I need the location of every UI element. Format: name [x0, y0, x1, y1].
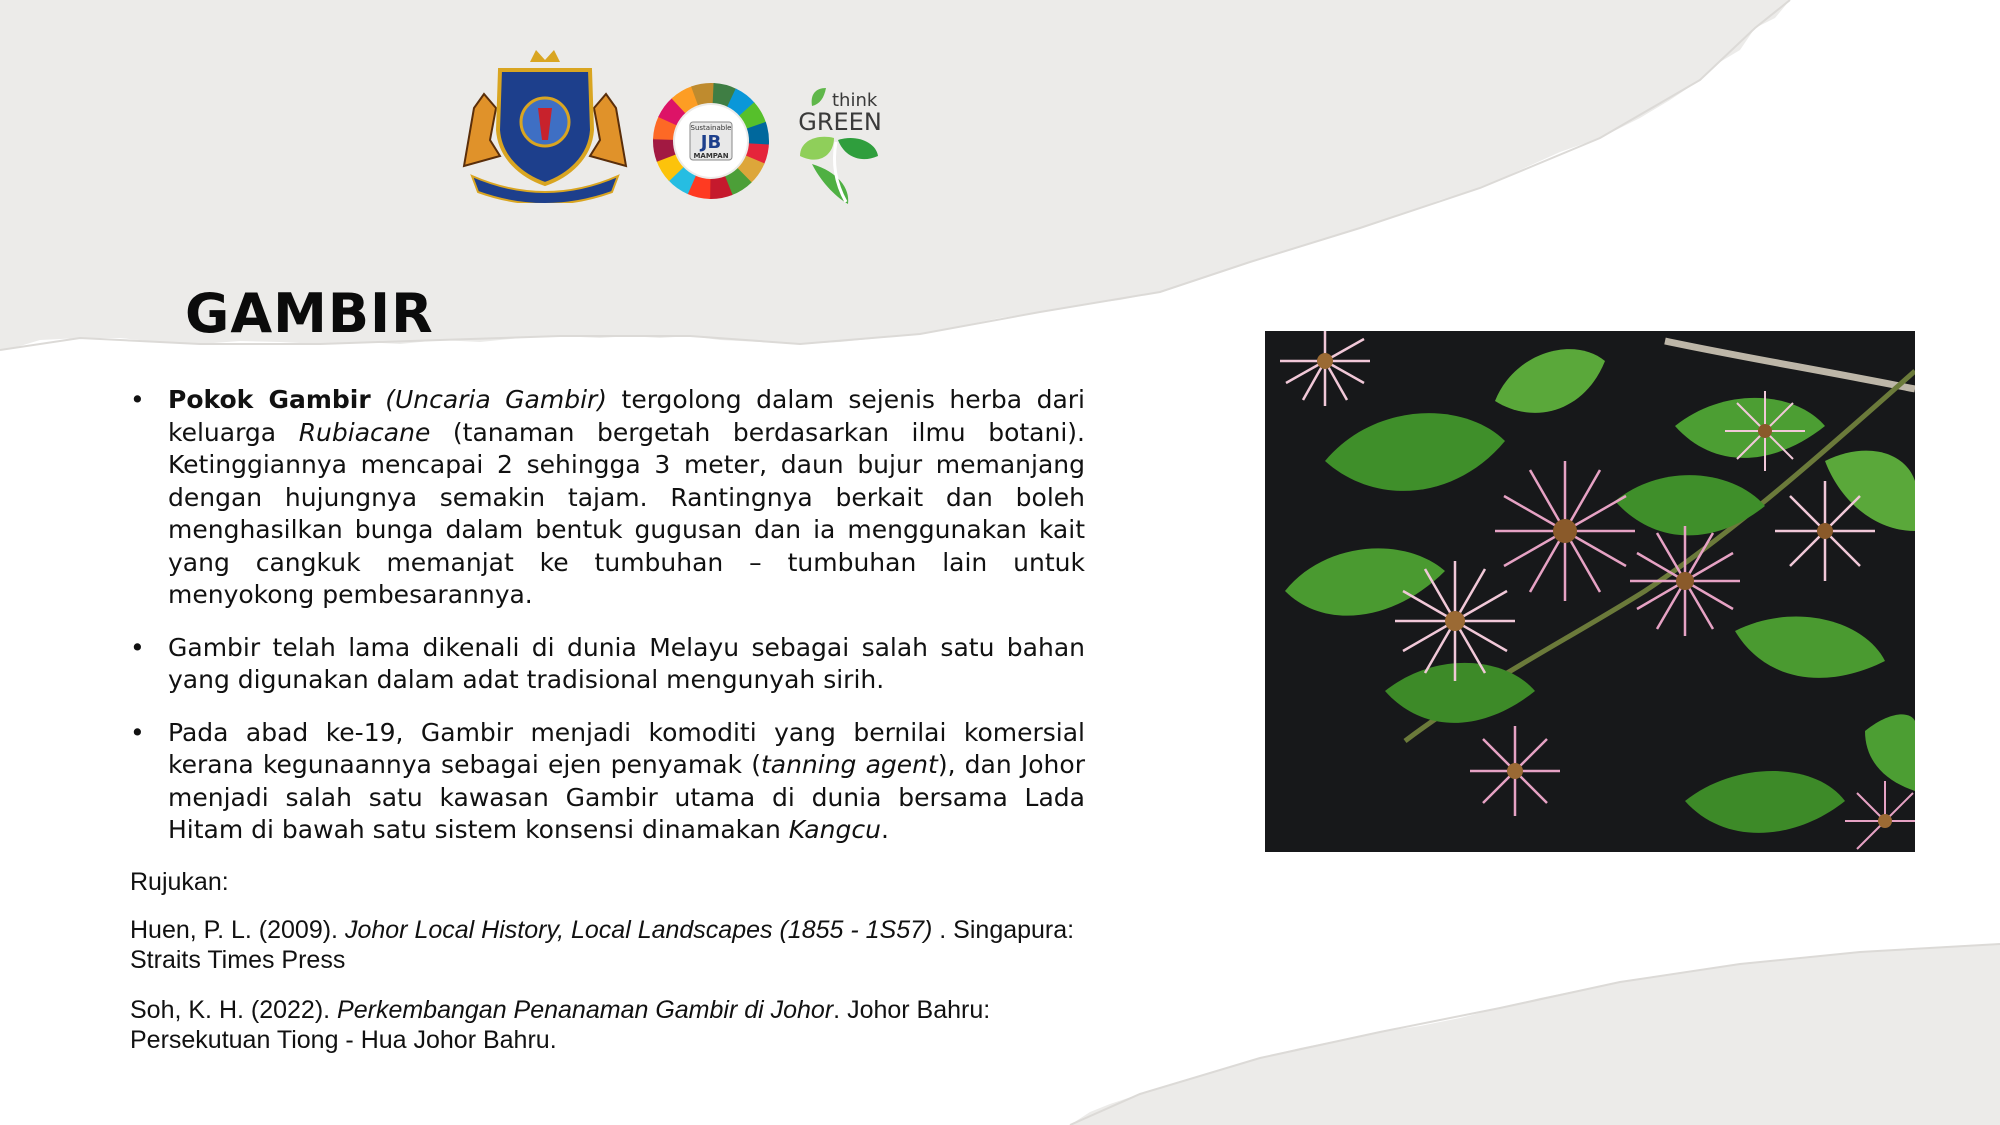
think-green-icon: [790, 84, 890, 204]
council-crest-left-tiger: [464, 94, 500, 166]
bullet-text-italic: Rubiacane: [298, 417, 431, 447]
think-green-sprout: [812, 88, 826, 106]
reference-item: [130, 995, 1085, 1055]
sdg-text-mid: JB: [700, 132, 722, 153]
think-green-leaf-right: [838, 138, 878, 159]
logo-group: [460, 48, 900, 208]
content-body: [130, 384, 1085, 1075]
think-green-text-bottom: GREEN: [798, 108, 882, 136]
bullet-text: .: [880, 815, 889, 844]
bullet-text: tergolong dalam sejenis herba dari keluarga: [168, 385, 1085, 447]
gambir-flower-photo: [1265, 331, 1915, 852]
bullet-text: (tanaman bergetah berdasarkan ilmu botani). Ketinggiannya mencapai 2 sehingga 3 meter, daun bujur memanjang dengan hujungnya semakin tajam. Rantingnya berkait dan boleh menghasilkan bunga dalam bentuk gugusan dan ia menggunakan kait yang cangkuk memanjat ke tumbuhan – tumbuhan lain untuk menyokong pembesarannya.: [168, 417, 1085, 609]
flower-head: [1470, 726, 1560, 816]
page-title: GAMBIR: [185, 282, 434, 345]
bullet-text: Pada abad ke-19, Gambir menjadi komoditi yang bernilai komersial kerana kegunaannya sebagai ejen penyamak (: [168, 717, 1085, 779]
think-green-leaf-left: [800, 137, 834, 160]
sdg-text-bottom: MAMPAN: [693, 152, 729, 160]
reference-publisher: . Singapura: Straits Times Press: [130, 915, 1075, 974]
sdg-text-top: Sustainable: [690, 124, 732, 132]
bullet-list: [130, 384, 1085, 847]
flower-head: [1775, 481, 1875, 581]
think-green-text-top: think: [832, 90, 878, 111]
flower-head: [1725, 391, 1805, 471]
sdg-wheel-icon: [652, 82, 770, 200]
bullet-text-italic: (Uncaria Gambir): [385, 385, 608, 414]
reference-title: Perkembangan Penanaman Gambir di Johor: [337, 995, 834, 1024]
references-heading: Rujukan:: [130, 867, 229, 896]
bullet-dot: •: [130, 632, 145, 662]
bullet-dot: •: [130, 717, 145, 747]
council-crest-icon: [460, 48, 630, 203]
bullet-text-italic: Kangcu: [788, 815, 881, 844]
reference-title: Johor Local History, Local Landscapes (1855 - 1S57): [344, 915, 933, 944]
bullet-text-bold: Pokok Gambir: [168, 385, 371, 414]
bullet-dot: •: [130, 385, 145, 414]
bullet-item-commodity: [130, 717, 1085, 847]
bullet-item-tradition: [130, 632, 1085, 697]
reference-publisher: . Johor Bahru: Persekutuan Tiong - Hua Johor Bahru.: [130, 995, 991, 1054]
reference-item: [130, 915, 1085, 975]
council-crest-crown: [530, 50, 560, 62]
torn-paper-bottom: [1070, 944, 2000, 1125]
bullet-text-italic: tanning agent: [760, 750, 938, 779]
reference-author: Soh, K. H. (2022).: [130, 995, 338, 1024]
bullet-text: Gambir telah lama dikenali di dunia Melayu sebagai salah satu bahan yang digunakan dalam adat tradisional mengunyah sirih.: [168, 632, 1085, 694]
reference-author: Huen, P. L. (2009).: [130, 915, 345, 944]
council-crest-right-tiger: [590, 94, 626, 166]
bullet-text: ), dan Johor menjadi salah satu kawasan Gambir utama di dunia bersama Lada Hitam di bawah satu sistem konsensi dinamakan: [168, 750, 1085, 844]
bullet-item-description: [130, 384, 1085, 612]
